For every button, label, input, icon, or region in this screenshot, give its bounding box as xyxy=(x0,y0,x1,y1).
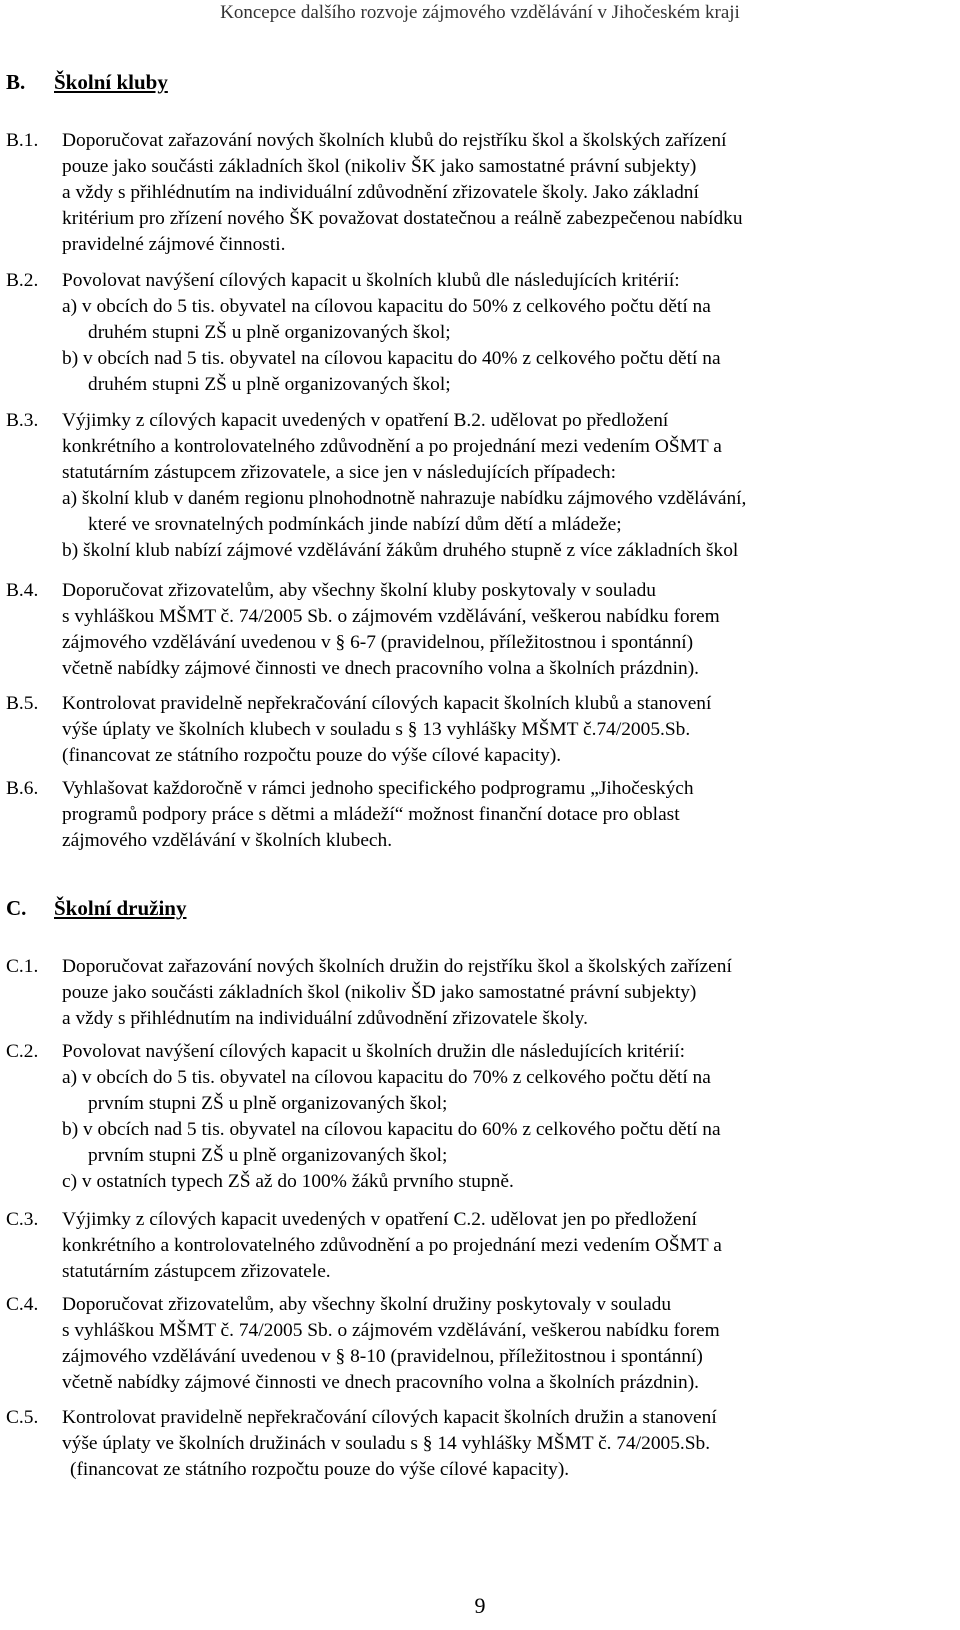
text-line: prvním stupni ZŠ u plně organizovaných škol; xyxy=(88,1145,448,1166)
case-b: b) školní klub nabízí zájmové vzdělávání žákům druhého stupně z více základních škol xyxy=(62,540,739,561)
text-line: Doporučovat zařazování nových školních družin do rejstříku škol a školských zařízení xyxy=(62,956,732,977)
item-number: C.4. xyxy=(6,1294,39,1315)
item-number: C.3. xyxy=(6,1209,39,1230)
item-number: C.2. xyxy=(6,1041,39,1062)
text-line: Doporučovat zřizovatelům, aby všechny školní kluby poskytovaly v souladu xyxy=(62,580,656,601)
text-line: a vždy s přihlédnutím na individuální zdůvodnění zřizovatele školy. Jako základní xyxy=(62,182,699,203)
section-b-number: B. xyxy=(6,70,26,94)
section-c-number: C. xyxy=(6,896,27,920)
text-line: Povolovat navýšení cílových kapacit u školních klubů dle následujících kritérií: xyxy=(62,270,680,291)
text-line: Povolovat navýšení cílových kapacit u školních družin dle následujících kritérií: xyxy=(62,1041,686,1062)
text-line: Vyhlašovat každoročně v rámci jednoho specifického podprogramu „Jihočeských xyxy=(62,778,694,799)
item-number: B.2. xyxy=(6,270,39,291)
text-line: Kontrolovat pravidelně nepřekračování cílových kapacit školních družin a stanovení xyxy=(62,1407,717,1428)
item-b1 xyxy=(6,128,956,258)
criterion-b: b) v obcích nad 5 tis. obyvatel na cílovou kapacitu do 40% z celkového počtu dětí na xyxy=(62,348,721,369)
text-line: a vždy s přihlédnutím na individuální zdůvodnění zřizovatele školy. xyxy=(62,1008,588,1029)
text-line: prvním stupni ZŠ u plně organizovaných škol; xyxy=(88,1093,448,1114)
item-c5 xyxy=(6,1405,956,1483)
item-number: B.6. xyxy=(6,778,39,799)
text-line: výše úplaty ve školních družinách v souladu s § 14 vyhlášky MŠMT č. 74/2005.Sb. xyxy=(62,1433,711,1454)
text-line: Kontrolovat pravidelně nepřekračování cílových kapacit školních klubů a stanovení xyxy=(62,693,712,714)
item-c1 xyxy=(6,954,956,1032)
text-line: výše úplaty ve školních klubech v souladu s § 13 vyhlášky MŠMT č.74/2005.Sb. xyxy=(62,719,691,740)
text-line: pouze jako součásti základních škol (nikoliv ŠK jako samostatné právní subjekty) xyxy=(62,156,697,177)
text-line: kritérium pro zřízení nového ŠK považovat dostatečnou a reálně zabezpečenou nabídku xyxy=(62,208,743,229)
item-number: C.1. xyxy=(6,956,39,977)
section-b-title xyxy=(6,70,168,95)
text-line: s vyhláškou MŠMT č. 74/2005 Sb. o zájmovém vzdělávání, veškerou nabídku forem xyxy=(62,1320,720,1341)
text-line: včetně nabídky zájmové činnosti ve dnech pracovního volna a školních prázdnin). xyxy=(62,1372,699,1393)
item-c4 xyxy=(6,1292,956,1396)
text-line: Výjimky z cílových kapacit uvedených v opatření C.2. udělovat jen po předložení xyxy=(62,1209,697,1230)
criterion-b: b) v obcích nad 5 tis. obyvatel na cílovou kapacitu do 60% z celkového počtu dětí na xyxy=(62,1119,721,1140)
item-b4 xyxy=(6,578,956,682)
item-number: B.4. xyxy=(6,580,39,601)
text-line: konkrétního a kontrolovatelného zdůvodnění a po projednání mezi vedením OŠMT a xyxy=(62,436,722,457)
item-number: B.3. xyxy=(6,410,39,431)
criterion-a: a) v obcích do 5 tis. obyvatel na cílovou kapacitu do 70% z celkového počtu dětí na xyxy=(62,1067,711,1088)
item-b3 xyxy=(6,408,956,564)
text-line: Výjimky z cílových kapacit uvedených v opatření B.2. udělovat po předložení xyxy=(62,410,669,431)
text-line: (financovat ze státního rozpočtu pouze do výše cílové kapacity). xyxy=(70,1459,570,1480)
text-line: zájmového vzdělávání v školních klubech. xyxy=(62,830,393,851)
item-b2 xyxy=(6,268,956,398)
text-line: druhém stupni ZŠ u plně organizovaných škol; xyxy=(88,374,451,395)
page-number: 9 xyxy=(474,1593,486,1618)
item-c2 xyxy=(6,1039,956,1195)
item-c3 xyxy=(6,1207,956,1285)
text-line: (financovat ze státního rozpočtu pouze do výše cílové kapacity). xyxy=(62,745,562,766)
text-line: statutárním zástupcem zřizovatele. xyxy=(62,1261,331,1282)
item-b6 xyxy=(6,776,956,854)
text-line: pravidelné zájmové činnosti. xyxy=(62,234,286,255)
text-line: statutárním zástupcem zřizovatele, a sice jen v následujících případech: xyxy=(62,462,617,483)
text-line: zájmového vzdělávání uvedenou v § 6-7 (pravidelnou, příležitostnou i spontánní) xyxy=(62,632,694,653)
page-header: Koncepce dalšího rozvoje zájmového vzdělávání v Jihočeském kraji xyxy=(220,2,740,23)
text-line: které ve srovnatelných podmínkách jinde nabízí dům dětí a mládeže; xyxy=(88,514,622,535)
item-number: B.1. xyxy=(6,130,39,151)
case-a: a) školní klub v daném regionu plnohodnotně nahrazuje nabídku zájmového vzdělávání, xyxy=(62,488,747,509)
section-c-title xyxy=(6,896,186,921)
text-line: konkrétního a kontrolovatelného zdůvodnění a po projednání mezi vedením OŠMT a xyxy=(62,1235,722,1256)
text-line: pouze jako součásti základních škol (nikoliv ŠD jako samostatné právní subjekty) xyxy=(62,982,697,1003)
item-b5 xyxy=(6,691,956,769)
item-number: C.5. xyxy=(6,1407,39,1428)
text-line: Doporučovat zařazování nových školních klubů do rejstříku škol a školských zařízení xyxy=(62,130,727,151)
text-line: zájmového vzdělávání uvedenou v § 8-10 (pravidelnou, příležitostnou i spontánní) xyxy=(62,1346,703,1367)
section-b-title-text: Školní kluby xyxy=(54,70,168,94)
text-line: s vyhláškou MŠMT č. 74/2005 Sb. o zájmovém vzdělávání, veškerou nabídku forem xyxy=(62,606,720,627)
text-line: programů podpory práce s dětmi a mládeží“ možnost finanční dotace pro oblast xyxy=(62,804,680,825)
text-line: Doporučovat zřizovatelům, aby všechny školní družiny poskytovaly v souladu xyxy=(62,1294,672,1315)
section-c-title-text: Školní družiny xyxy=(54,896,187,920)
criterion-c: c) v ostatních typech ZŠ až do 100% žáků prvního stupně. xyxy=(62,1171,514,1192)
text-line: včetně nabídky zájmové činnosti ve dnech pracovního volna a školních prázdnin). xyxy=(62,658,699,679)
text-line: druhém stupni ZŠ u plně organizovaných škol; xyxy=(88,322,451,343)
criterion-a: a) v obcích do 5 tis. obyvatel na cílovou kapacitu do 50% z celkového počtu dětí na xyxy=(62,296,711,317)
item-number: B.5. xyxy=(6,693,39,714)
